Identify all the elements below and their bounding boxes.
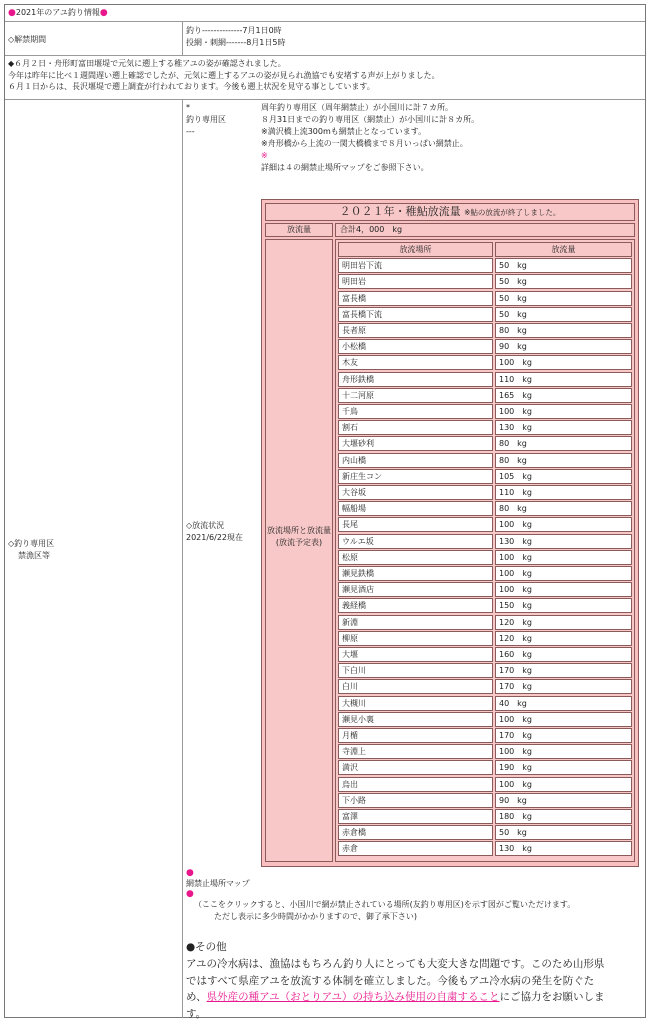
- bullet-icon: ●: [186, 889, 194, 899]
- table-row: [338, 388, 632, 404]
- release-amount: 80 kg: [495, 501, 632, 516]
- table-row: [338, 615, 632, 631]
- release-amount: 170 kg: [495, 728, 632, 743]
- bullet-icon: ●: [99, 8, 108, 18]
- fishing-zone-details: 周年釣り専用区（周年網禁止）が小国川に計７カ所。 ８月31日までの釣り専用区（網禁止）が小国川に計８カ所。 ※満沢橋上流300mも網禁止となっています。 ※舟形橋から上流の一関大橋橋まで８月いっぱい網禁止。 ※ 詳細は４の網禁止場所マップをご参照下さい。: [261, 103, 480, 172]
- notice-row: [5, 56, 645, 100]
- release-amount: 90 kg: [495, 339, 632, 354]
- release-amount: 50 kg: [495, 258, 632, 273]
- table-row: [338, 501, 632, 517]
- release-place: 下小路: [338, 793, 493, 808]
- map-click-note: （ここをクリックすると、小国川で網が禁止されている場所(友釣り専用区)を示す図がご覧いただけます。: [194, 900, 576, 909]
- col-place-header: 放流場所: [338, 242, 493, 257]
- release-amount: 100 kg: [495, 582, 632, 597]
- release-amount: 130 kg: [495, 534, 632, 549]
- notice-line: ６月１日からは、長沢堰堤で遡上調査が行われております。今後も遡上状況を見守る事としています。: [8, 82, 375, 92]
- release-amount: 130 kg: [495, 841, 632, 856]
- release-amount: 150 kg: [495, 598, 632, 613]
- table-row: [338, 825, 632, 841]
- release-place: 大堰: [338, 647, 493, 662]
- release-amount: 100 kg: [495, 566, 632, 581]
- notice-line: ◆６月２日・舟形町富田堰堤で元気に遡上する稚アユの姿が確認されました。: [8, 59, 286, 68]
- release-place: 柳原: [338, 631, 493, 646]
- release-place: 松原: [338, 550, 493, 565]
- closure-period-values: [182, 22, 645, 55]
- table-row: [338, 339, 632, 355]
- release-amount: 190 kg: [495, 760, 632, 775]
- release-amount: 165 kg: [495, 388, 632, 403]
- notice-line: 今年は昨年に比べ１週間遅い遡上確認でしたが、元気に遡上するアユの姿が見られ漁協でも安堵する声が上がりました。: [8, 70, 440, 80]
- release-amount: 40 kg: [495, 696, 632, 711]
- map-link[interactable]: 網禁止場所マップ: [186, 879, 250, 888]
- release-amount: 80 kg: [495, 323, 632, 338]
- table-row: [338, 291, 632, 307]
- fishing-zone-header: * 釣り専用区 ---: [186, 103, 226, 136]
- release-amount: 120 kg: [495, 615, 632, 630]
- table-row: [338, 679, 632, 695]
- release-place: 木友: [338, 355, 493, 370]
- release-amount: 170 kg: [495, 679, 632, 694]
- table-row: [338, 598, 632, 614]
- table-row: [338, 372, 632, 388]
- table-row: [338, 323, 632, 339]
- release-place: 小松橋: [338, 339, 493, 354]
- table-row: [338, 566, 632, 582]
- release-total-value: 合計4，000 kg: [335, 223, 635, 237]
- table-row: [338, 744, 632, 760]
- release-place: 大谷坂: [338, 485, 493, 500]
- release-place: 長者原: [338, 323, 493, 338]
- table-row: [338, 517, 632, 533]
- table-row: [338, 631, 632, 647]
- header-row: [5, 5, 645, 22]
- release-table-title: ２０２１年・稚鮎放流量 ※鮎の放流が終了しました。: [265, 203, 635, 221]
- release-place: 烏出: [338, 777, 493, 792]
- map-click-note-2: ただし表示に多少時間がかかりますので、御了承下さい): [214, 912, 417, 921]
- release-total-row: [265, 223, 635, 237]
- release-amount: 80 kg: [495, 436, 632, 451]
- release-amount: 130 kg: [495, 420, 632, 435]
- release-place: 瀬見酒店: [338, 582, 493, 597]
- release-place: 明田岩下流: [338, 258, 493, 273]
- release-amount: 100 kg: [495, 712, 632, 727]
- release-place: 瀬見鉄橋: [338, 566, 493, 581]
- release-amount: 80 kg: [495, 453, 632, 468]
- release-place: ウルエ坂: [338, 534, 493, 549]
- table-row: [338, 355, 632, 371]
- closure-line: 投網・刺網-------8月1日5時: [186, 37, 286, 47]
- release-amount: 110 kg: [495, 485, 632, 500]
- table-row: [338, 420, 632, 436]
- table-row: [338, 404, 632, 420]
- closure-period-label: ◇解禁期間: [8, 35, 47, 44]
- release-place: 新淵: [338, 615, 493, 630]
- table-row: [338, 258, 632, 274]
- page-title: ●2021年のアユ釣り情報●: [8, 8, 108, 18]
- release-amount: 160 kg: [495, 647, 632, 662]
- release-place: 明田岩: [338, 274, 493, 289]
- table-row: [338, 485, 632, 501]
- release-place: 大槻川: [338, 696, 493, 711]
- release-place: 白川: [338, 679, 493, 694]
- table-row: [338, 712, 632, 728]
- col-amount-header: 放流量: [495, 242, 632, 257]
- release-place: 赤倉橋: [338, 825, 493, 840]
- release-amount: 100 kg: [495, 355, 632, 370]
- release-place: 長尾: [338, 517, 493, 532]
- release-grid-header: [338, 242, 632, 258]
- release-amount: 100 kg: [495, 517, 632, 532]
- release-left-label: 放流場所と放流量 (放流予定表): [265, 239, 333, 862]
- table-row: [338, 728, 632, 744]
- table-row: [338, 647, 632, 663]
- release-place: 満沢: [338, 760, 493, 775]
- release-place: 寺淵上: [338, 744, 493, 759]
- release-place: 富長橋: [338, 291, 493, 306]
- release-amount: 50 kg: [495, 825, 632, 840]
- section-label: ◇釣り専用区 禁漁区等: [8, 539, 55, 560]
- closure-period-row: [5, 22, 645, 56]
- table-row: [338, 809, 632, 825]
- release-grid: [335, 239, 635, 862]
- release-place: 下白川: [338, 663, 493, 678]
- release-place: 富澤: [338, 809, 493, 824]
- release-table: [261, 199, 639, 867]
- release-place: 義経橋: [338, 598, 493, 613]
- release-place: 十二河原: [338, 388, 493, 403]
- release-place: 新庄生コン: [338, 469, 493, 484]
- table-row: [338, 793, 632, 809]
- table-row: [338, 453, 632, 469]
- table-row: [338, 760, 632, 776]
- release-place: 大堰砂利: [338, 436, 493, 451]
- release-amount: 100 kg: [495, 550, 632, 565]
- table-row: [338, 582, 632, 598]
- release-place: 千鳥: [338, 404, 493, 419]
- release-amount: 100 kg: [495, 777, 632, 792]
- release-total-label: 放流量: [265, 223, 333, 237]
- release-place: 内山橋: [338, 453, 493, 468]
- release-place: 瀬見小裏: [338, 712, 493, 727]
- release-amount: 110 kg: [495, 372, 632, 387]
- fishing-zone-content: [182, 100, 645, 1021]
- release-amount: 105 kg: [495, 469, 632, 484]
- fishing-zone-section: [5, 100, 645, 1021]
- table-row: [338, 307, 632, 323]
- other-section: ●その他 アユの冷水病は、漁協はもちろん釣り人にとっても大変大きな問題です。このため山形県 ではすべて県産アユを放流する体制を確立しました。今後もアユ冷水病の発生を防ぐた め、県外産の種アユ（おとりアユ）の持ち込み使用の自粛することにご協力をお願いしま す。: [186, 939, 644, 1023]
- release-place: 割石: [338, 420, 493, 435]
- other-heading: ●その他: [186, 941, 227, 953]
- table-row: [338, 550, 632, 566]
- release-amount: 120 kg: [495, 631, 632, 646]
- release-amount: 100 kg: [495, 404, 632, 419]
- release-amount: 100 kg: [495, 744, 632, 759]
- table-row: [338, 534, 632, 550]
- closure-line: 釣り--------------7月1日0時: [186, 26, 282, 35]
- release-amount: 180 kg: [495, 809, 632, 824]
- info-page: [4, 4, 646, 1021]
- table-row: [338, 841, 632, 857]
- map-section: [186, 869, 575, 923]
- self-restraint-link[interactable]: 県外産の種アユ（おとりアユ）の持ち込み使用の自粛すること: [206, 991, 500, 1004]
- table-row: [338, 696, 632, 712]
- release-amount: 50 kg: [495, 291, 632, 306]
- release-amount: 90 kg: [495, 793, 632, 808]
- table-row: [338, 469, 632, 485]
- release-place: 赤倉: [338, 841, 493, 856]
- release-amount: 50 kg: [495, 307, 632, 322]
- table-row: [338, 274, 632, 290]
- table-row: [338, 663, 632, 679]
- release-place: 月楯: [338, 728, 493, 743]
- bullet-icon: ●: [186, 868, 194, 878]
- release-amount: 50 kg: [495, 274, 632, 289]
- bullet-icon: ●: [8, 8, 16, 18]
- release-amount: 170 kg: [495, 663, 632, 678]
- release-place: 富長橋下流: [338, 307, 493, 322]
- release-place: 舟形鉄橋: [338, 372, 493, 387]
- table-row: [338, 436, 632, 452]
- release-place: 幅船場: [338, 501, 493, 516]
- release-status-label: ◇放流状況 2021/6/22現在: [186, 521, 244, 542]
- table-row: [338, 777, 632, 793]
